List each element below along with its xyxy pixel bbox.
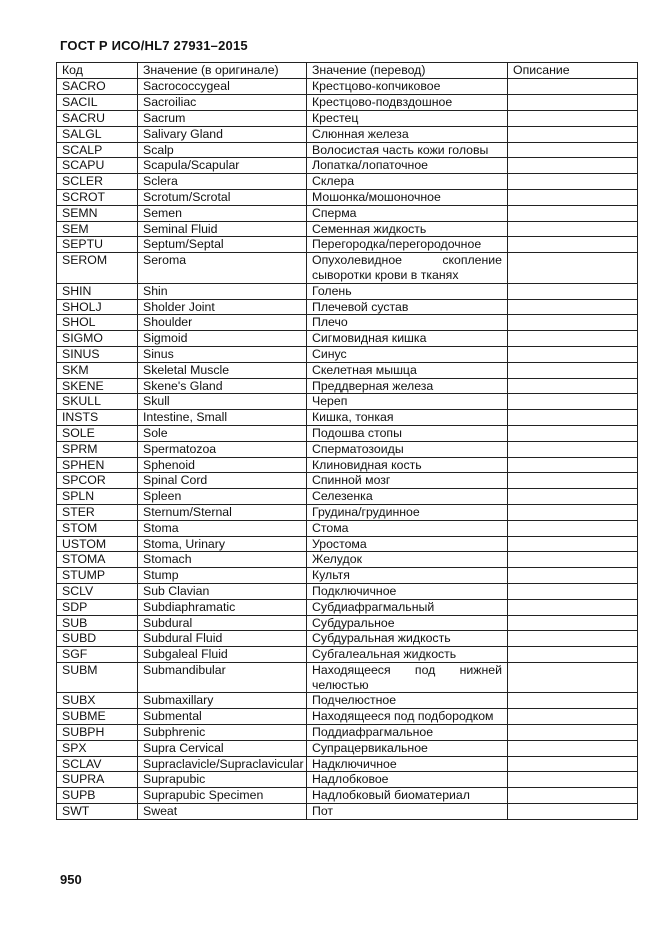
cell-translation: Склера [307, 174, 508, 190]
cell-description [508, 346, 638, 362]
cell-translation: Скелетная мышца [307, 362, 508, 378]
cell-code: SPX [57, 740, 138, 756]
cell-original: Shin [138, 283, 307, 299]
cell-original: Scapula/Scapular [138, 158, 307, 174]
table-row [57, 441, 638, 457]
cell-code: SPHEN [57, 457, 138, 473]
cell-description [508, 362, 638, 378]
cell-original: Seminal Fluid [138, 221, 307, 237]
cell-code: SEMN [57, 205, 138, 221]
cell-code: SCAPU [57, 158, 138, 174]
cell-translation: Субдиафрагмальный [307, 599, 508, 615]
column-header-code: Код [57, 63, 138, 79]
table-row [57, 221, 638, 237]
cell-original: Suprapubic [138, 772, 307, 788]
cell-code: STOM [57, 520, 138, 536]
cell-description [508, 237, 638, 253]
cell-original: Sacrum [138, 111, 307, 127]
cell-translation: Плечевой сустав [307, 299, 508, 315]
table-row [57, 394, 638, 410]
cell-original: Septum/Septal [138, 237, 307, 253]
cell-translation: Пот [307, 804, 508, 820]
table-row [57, 174, 638, 190]
cell-original: Sweat [138, 804, 307, 820]
table-row [57, 725, 638, 741]
cell-translation: Субдуральная жидкость [307, 631, 508, 647]
cell-code: SCLER [57, 174, 138, 190]
cell-original: Sinus [138, 346, 307, 362]
table-row [57, 378, 638, 394]
cell-description [508, 457, 638, 473]
table-row [57, 568, 638, 584]
cell-original: Skull [138, 394, 307, 410]
cell-code: STER [57, 504, 138, 520]
cell-original: Spleen [138, 489, 307, 505]
cell-code: STOMA [57, 552, 138, 568]
table-row [57, 205, 638, 221]
cell-code: SHIN [57, 283, 138, 299]
cell-description [508, 473, 638, 489]
cell-translation: Лопатка/лопаточное [307, 158, 508, 174]
cell-translation: Желудок [307, 552, 508, 568]
cell-description [508, 205, 638, 221]
cell-description [508, 189, 638, 205]
table-row [57, 158, 638, 174]
cell-code: SCLV [57, 583, 138, 599]
cell-code: SUB [57, 615, 138, 631]
cell-original: Subphrenic [138, 725, 307, 741]
cell-translation: Клиновидная кость [307, 457, 508, 473]
cell-code: SALGL [57, 126, 138, 142]
column-header-original: Значение (в оригинале) [138, 63, 307, 79]
cell-original: Sacroiliac [138, 95, 307, 111]
cell-description [508, 410, 638, 426]
cell-description [508, 158, 638, 174]
cell-code: SACRO [57, 79, 138, 95]
cell-code: SACIL [57, 95, 138, 111]
cell-translation: Культя [307, 568, 508, 584]
cell-code: SDP [57, 599, 138, 615]
cell-original: Scrotum/Scrotal [138, 189, 307, 205]
cell-original: Stump [138, 568, 307, 584]
table-row [57, 457, 638, 473]
table-row [57, 647, 638, 663]
cell-code: SUBME [57, 709, 138, 725]
cell-translation: Находящееся под нижней челюстью [307, 662, 508, 693]
table-row [57, 253, 638, 284]
cell-description [508, 709, 638, 725]
table-row [57, 599, 638, 615]
table-row [57, 709, 638, 725]
cell-description [508, 79, 638, 95]
cell-code: SHOLJ [57, 299, 138, 315]
cell-original: Sclera [138, 174, 307, 190]
cell-code: SCALP [57, 142, 138, 158]
cell-translation: Сигмовидная кишка [307, 331, 508, 347]
cell-translation: Стома [307, 520, 508, 536]
cell-translation: Кишка, тонкая [307, 410, 508, 426]
document-header: ГОСТ Р ИСО/HL7 27931–2015 [60, 38, 248, 53]
cell-code: SPRM [57, 441, 138, 457]
table-row [57, 79, 638, 95]
cell-original: Suprapubic Specimen [138, 788, 307, 804]
cell-original: Subdural Fluid [138, 631, 307, 647]
table-row [57, 504, 638, 520]
page-number: 950 [60, 872, 82, 887]
table-row [57, 315, 638, 331]
table-row [57, 346, 638, 362]
cell-translation: Опухолевидное скопление сыворотки крови в тканях [307, 253, 508, 284]
table-row [57, 410, 638, 426]
cell-original: Supra Cervical [138, 740, 307, 756]
cell-code: SUPRA [57, 772, 138, 788]
cell-translation: Спинной мозг [307, 473, 508, 489]
cell-original: Seroma [138, 253, 307, 284]
cell-translation: Сперма [307, 205, 508, 221]
cell-description [508, 568, 638, 584]
cell-code: SUBPH [57, 725, 138, 741]
cell-original: Scalp [138, 142, 307, 158]
cell-code: SEPTU [57, 237, 138, 253]
table-row [57, 615, 638, 631]
cell-original: Stoma [138, 520, 307, 536]
table-row [57, 536, 638, 552]
cell-translation: Подключичное [307, 583, 508, 599]
cell-description [508, 95, 638, 111]
cell-translation: Надключичное [307, 756, 508, 772]
cell-original: Skene's Gland [138, 378, 307, 394]
cell-translation: Слюнная железа [307, 126, 508, 142]
cell-code: SINUS [57, 346, 138, 362]
cell-translation: Подчелюстное [307, 693, 508, 709]
cell-code: SEROM [57, 253, 138, 284]
cell-code: SKULL [57, 394, 138, 410]
cell-translation: Надлобковый биоматериал [307, 788, 508, 804]
cell-translation: Семенная жидкость [307, 221, 508, 237]
cell-original: Submandibular [138, 662, 307, 693]
cell-translation: Супрацервикальное [307, 740, 508, 756]
cell-code: STUMP [57, 568, 138, 584]
cell-code: SKM [57, 362, 138, 378]
cell-original: Spinal Cord [138, 473, 307, 489]
table-row [57, 788, 638, 804]
cell-description [508, 253, 638, 284]
cell-translation: Волосистая часть кожи головы [307, 142, 508, 158]
cell-description [508, 788, 638, 804]
cell-code: SWT [57, 804, 138, 820]
cell-description [508, 631, 638, 647]
cell-description [508, 536, 638, 552]
cell-translation: Череп [307, 394, 508, 410]
cell-description [508, 662, 638, 693]
table-row [57, 583, 638, 599]
table-row [57, 756, 638, 772]
cell-translation: Субгалеальная жидкость [307, 647, 508, 663]
cell-code: SUBD [57, 631, 138, 647]
cell-code: SPLN [57, 489, 138, 505]
table-row [57, 520, 638, 536]
column-header-translation: Значение (перевод) [307, 63, 508, 79]
cell-original: Sphenoid [138, 457, 307, 473]
table-row [57, 662, 638, 693]
cell-code: SCROT [57, 189, 138, 205]
table-body [57, 79, 638, 819]
cell-description [508, 283, 638, 299]
cell-translation: Перегородка/перегородочное [307, 237, 508, 253]
cell-description [508, 552, 638, 568]
table-row [57, 772, 638, 788]
cell-description [508, 583, 638, 599]
cell-code: USTOM [57, 536, 138, 552]
cell-original: Subgaleal Fluid [138, 647, 307, 663]
cell-description [508, 740, 638, 756]
cell-description [508, 489, 638, 505]
cell-original: Skeletal Muscle [138, 362, 307, 378]
cell-translation: Синус [307, 346, 508, 362]
cell-original: Stomach [138, 552, 307, 568]
cell-original: Sternum/Sternal [138, 504, 307, 520]
cell-description [508, 221, 638, 237]
column-header-description: Описание [508, 63, 638, 79]
table-row [57, 489, 638, 505]
cell-translation: Находящееся под подбородком [307, 709, 508, 725]
cell-code: SOLE [57, 425, 138, 441]
cell-translation: Крестец [307, 111, 508, 127]
cell-original: Intestine, Small [138, 410, 307, 426]
cell-description [508, 378, 638, 394]
cell-description [508, 425, 638, 441]
cell-code: SACRU [57, 111, 138, 127]
cell-original: Shoulder [138, 315, 307, 331]
cell-original: Sigmoid [138, 331, 307, 347]
cell-original: Supraclavicle/Supraclavicular [138, 756, 307, 772]
cell-translation: Селезенка [307, 489, 508, 505]
cell-description [508, 174, 638, 190]
cell-code: SGF [57, 647, 138, 663]
cell-original: Stoma, Urinary [138, 536, 307, 552]
table-row [57, 804, 638, 820]
table-row [57, 142, 638, 158]
table-row [57, 95, 638, 111]
cell-description [508, 772, 638, 788]
cell-translation: Голень [307, 283, 508, 299]
cell-description [508, 756, 638, 772]
table-row [57, 473, 638, 489]
table-row [57, 740, 638, 756]
cell-code: INSTS [57, 410, 138, 426]
cell-original: Sole [138, 425, 307, 441]
cell-description [508, 441, 638, 457]
table-row [57, 283, 638, 299]
code-table [56, 62, 638, 820]
cell-code: SCLAV [57, 756, 138, 772]
cell-translation: Уростома [307, 536, 508, 552]
cell-translation: Подошва стопы [307, 425, 508, 441]
cell-code: SPCOR [57, 473, 138, 489]
cell-code: SIGMO [57, 331, 138, 347]
cell-translation: Надлобковое [307, 772, 508, 788]
cell-translation: Мошонка/мошоночное [307, 189, 508, 205]
cell-original: Subdiaphramatic [138, 599, 307, 615]
table-row [57, 693, 638, 709]
cell-description [508, 126, 638, 142]
table-row [57, 111, 638, 127]
cell-translation: Сперматозоиды [307, 441, 508, 457]
cell-description [508, 647, 638, 663]
cell-code: SKENE [57, 378, 138, 394]
cell-original: Sub Clavian [138, 583, 307, 599]
cell-original: Sacrococcygeal [138, 79, 307, 95]
cell-translation: Поддиафрагмальное [307, 725, 508, 741]
table-row [57, 237, 638, 253]
table-row [57, 552, 638, 568]
cell-description [508, 504, 638, 520]
cell-code: SUBX [57, 693, 138, 709]
table-row [57, 299, 638, 315]
table-row [57, 631, 638, 647]
cell-description [508, 693, 638, 709]
cell-original: Salivary Gland [138, 126, 307, 142]
cell-code: SEM [57, 221, 138, 237]
cell-translation: Субдуральное [307, 615, 508, 631]
cell-description [508, 725, 638, 741]
cell-description [508, 804, 638, 820]
cell-description [508, 142, 638, 158]
cell-translation: Преддверная железа [307, 378, 508, 394]
cell-description [508, 520, 638, 536]
cell-description [508, 315, 638, 331]
cell-description [508, 394, 638, 410]
cell-original: Sholder Joint [138, 299, 307, 315]
cell-description [508, 299, 638, 315]
cell-description [508, 599, 638, 615]
table-row [57, 189, 638, 205]
cell-code: SUBM [57, 662, 138, 693]
table-row [57, 425, 638, 441]
cell-translation: Крестцово-подвздошное [307, 95, 508, 111]
cell-code: SUPB [57, 788, 138, 804]
cell-original: Spermatozoa [138, 441, 307, 457]
cell-original: Subdural [138, 615, 307, 631]
table-row [57, 362, 638, 378]
cell-translation: Грудина/грудинное [307, 504, 508, 520]
cell-description [508, 615, 638, 631]
cell-translation: Крестцово-копчиковое [307, 79, 508, 95]
cell-code: SHOL [57, 315, 138, 331]
table-header-row [57, 63, 638, 79]
cell-original: Submaxillary [138, 693, 307, 709]
cell-description [508, 111, 638, 127]
table-row [57, 331, 638, 347]
table-row [57, 126, 638, 142]
cell-description [508, 331, 638, 347]
cell-translation: Плечо [307, 315, 508, 331]
cell-original: Semen [138, 205, 307, 221]
cell-original: Submental [138, 709, 307, 725]
